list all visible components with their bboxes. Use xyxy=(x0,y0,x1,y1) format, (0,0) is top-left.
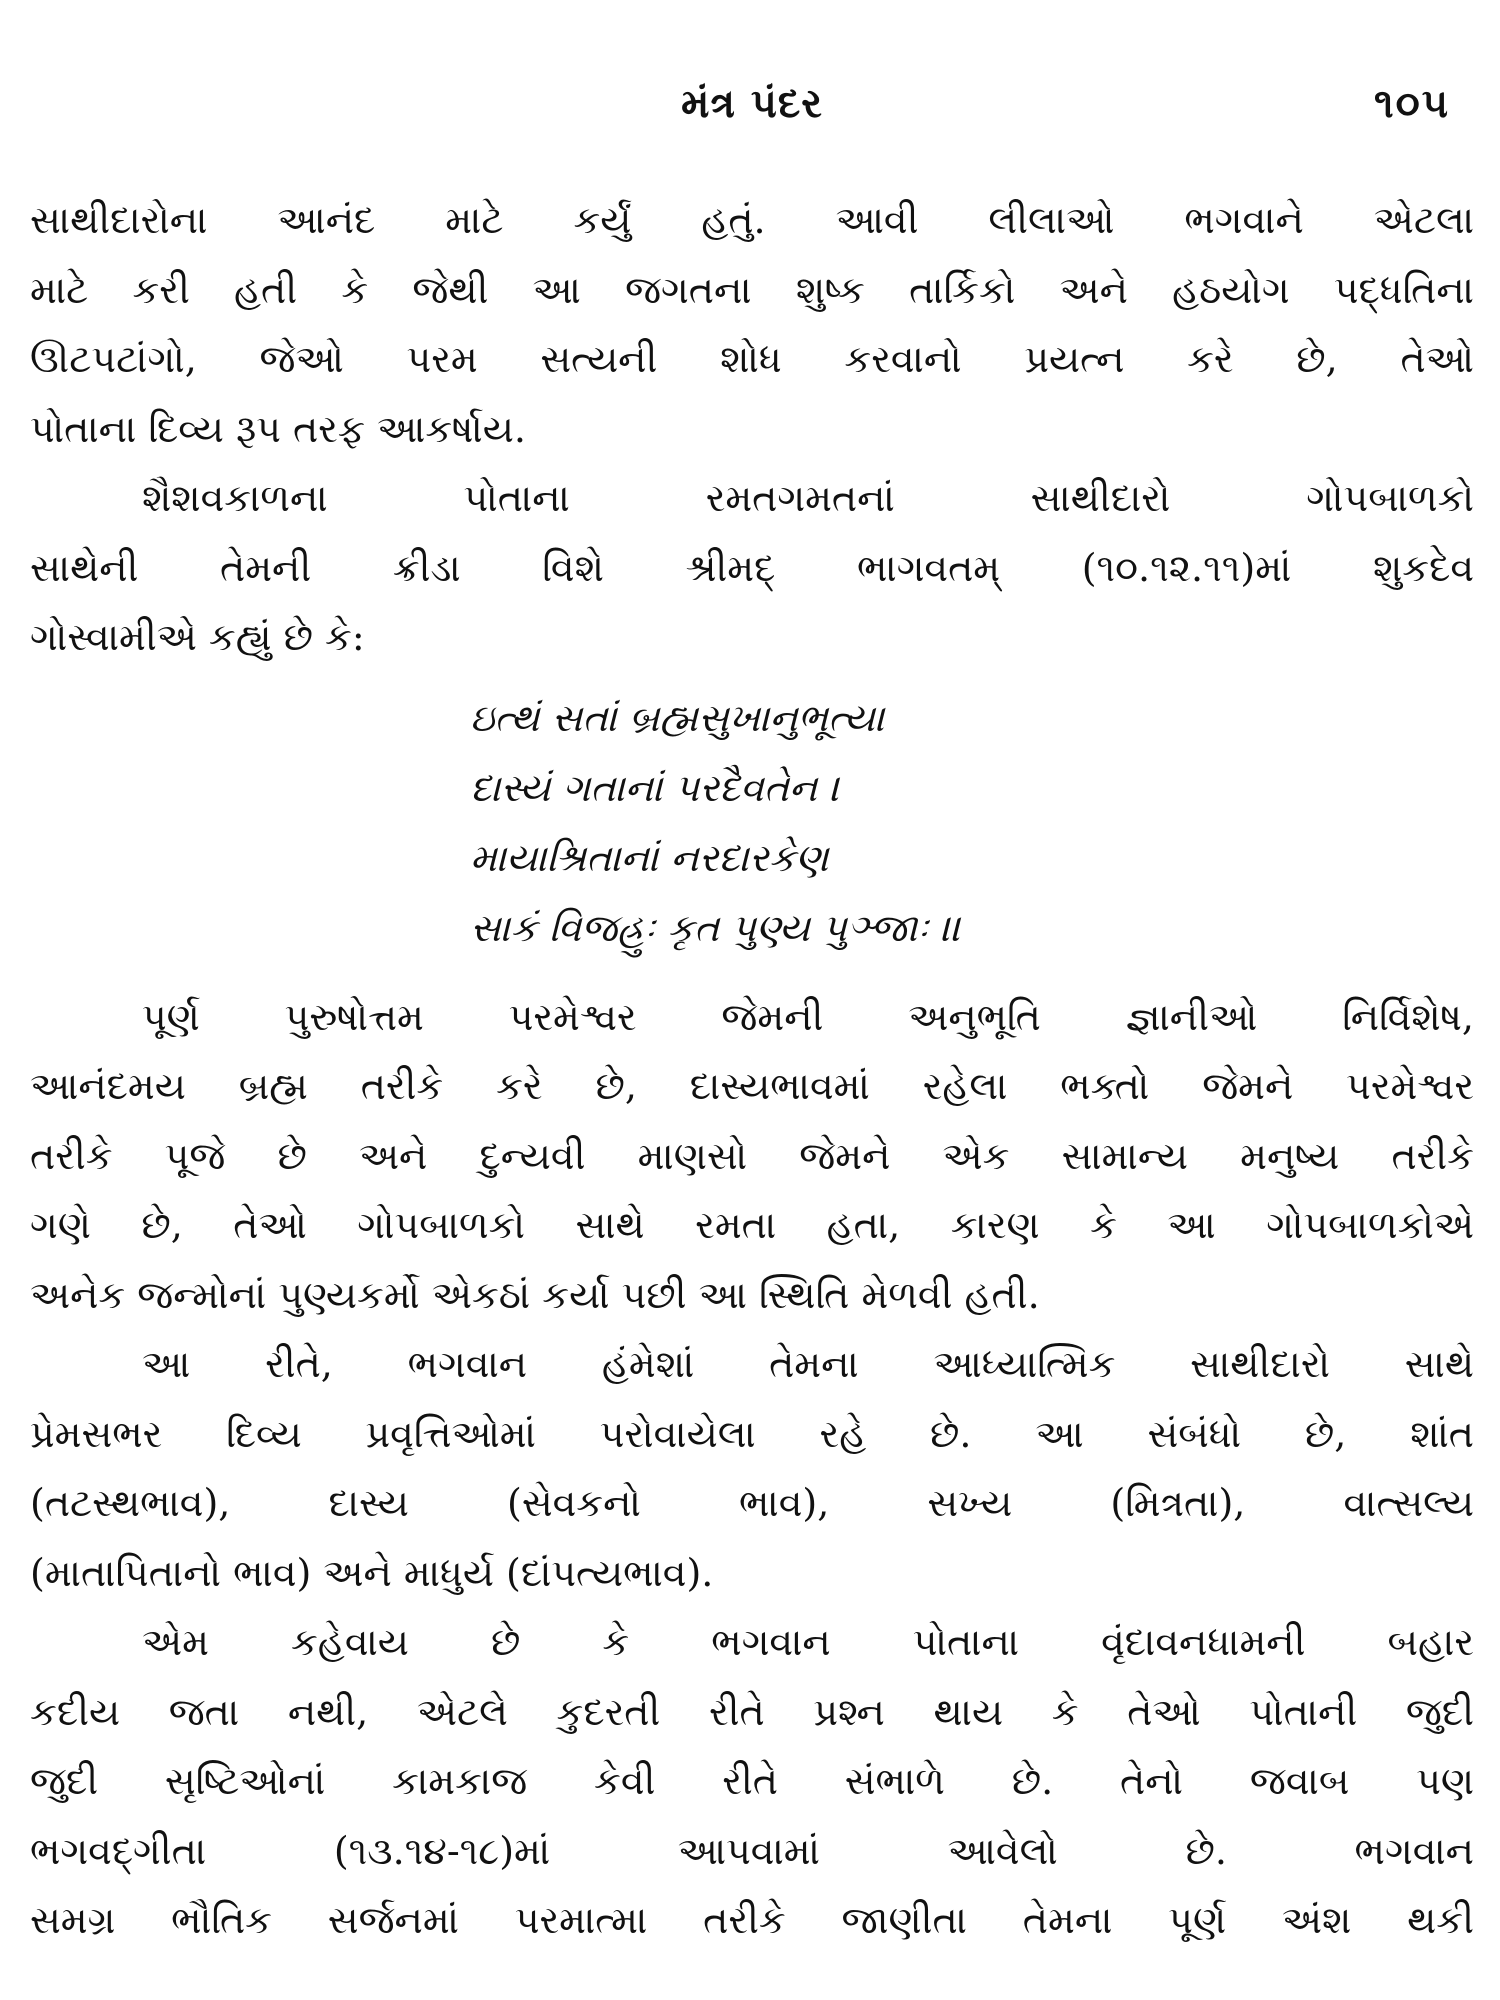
paragraph-5 xyxy=(30,1608,1474,1956)
text-line: કદીય જતા નથી, એટલે કુદરતી રીતે પ્રશ્ન થાય કે તેઓ પોતાની જુદી xyxy=(30,1689,1474,1734)
text-line: એમ કહેવાય છે કે ભગવાન પોતાના વૃંદાવનધામની બહાર xyxy=(142,1620,1474,1664)
page-number: ૧૦૫ xyxy=(1374,80,1450,127)
text-line: ગોસ્વામીએ કહ્યું છે કે: xyxy=(30,615,365,659)
text-line: જુદી સૃષ્ટિઓનાં કામકાજ કેવી રીતે સંભાળે છે. તેનો જવાબ પણ xyxy=(30,1759,1474,1803)
text-line: સાથેની તેમની ક્રીડા વિશે શ્રીમદ્ ભાગવતમ્ (૧૦.૧૨.૧૧)માં શુકદેવ xyxy=(30,545,1474,590)
text-line: પ્રેમસભર દિવ્ય પ્રવૃત્તિઓમાં પરોવાયેલા રહે છે. આ સંબંધો છે, શાંત xyxy=(30,1411,1474,1456)
text-line: (માતાપિતાનો ભાવ) અને માધુર્ય (દાંપત્યભાવ). xyxy=(30,1550,714,1595)
text-line: માટે કરી હતી કે જેથી આ જગતના શુષ્ક તાર્કિકો અને હઠયોગ પદ્ધતિના xyxy=(30,267,1474,312)
text-line: શૈશવકાળના પોતાના રમતગમતનાં સાથીદારો ગોપબાળકો xyxy=(142,476,1474,520)
text-line: પૂર્ણ પુરુષોત્તમ પરમેશ્વર જેમની અનુભૂતિ જ્ઞાનીઓ નિર્વિશેષ, xyxy=(142,994,1474,1039)
paragraph-3 xyxy=(30,983,1474,1331)
text-line: (તટસ્થભાવ), દાસ્ય (સેવકનો ભાવ), સખ્ય (મિત્રતા), વાત્સલ્ય xyxy=(30,1481,1474,1525)
text-line: સમગ્ર ભૌતિક સર્જનમાં પરમાત્મા તરીકે જાણીતા તેમના પૂર્ણ અંશ થકી xyxy=(30,1898,1474,1942)
running-title: મંત્ર પંદર xyxy=(681,80,823,127)
text-line: આનંદમય બ્રહ્મ તરીકે કરે છે, દાસ્યભાવમાં રહેલા ભક્તો જેમને પરમેશ્વર xyxy=(30,1064,1474,1108)
text-line: ઊટપટાંગો, જેઓ પરમ સત્યની શોધ કરવાનો પ્રયત્ન કરે છે, તેઓ xyxy=(30,337,1474,381)
paragraph-4 xyxy=(30,1330,1474,1608)
sanskrit-verse xyxy=(30,683,1474,963)
text-line: અનેક જન્મોનાં પુણ્યકર્મો એકઠાં કર્યા પછી આ સ્થિતિ મેળવી હતી. xyxy=(30,1272,1040,1317)
text-line: ગણે છે, તેઓ ગોપબાળકો સાથે રમતા હતા, કારણ કે આ ગોપબાળકોએ xyxy=(30,1203,1474,1247)
verse-line: ઇત્થં સતાં બ્રહ્મસુખાનુભૂત્યા xyxy=(470,695,885,740)
text-line: આ રીતે, ભગવાન હંમેશાં તેમના આધ્યાત્મિક સાથીદારો સાથે xyxy=(142,1342,1474,1386)
verse-line: માયાશ્રિતાનાં નરદારકેણ xyxy=(470,835,829,880)
body-text xyxy=(30,186,1474,1956)
verse-line: દાસ્યં ગતાનાં પરદૈવતેન । xyxy=(470,765,840,810)
verse-line: સાકં વિજહ્રુઃ કૃત પુણ્ય પુઞ્જાઃ ।। xyxy=(470,905,961,950)
text-line: ભગવદ્ગીતા (૧૩.૧૪-૧૮)માં આપવામાં આવેલો છે. ભગવાન xyxy=(30,1828,1474,1873)
text-line: તરીકે પૂજે છે અને દુન્યવી માણસો જેમને એક સામાન્ય મનુષ્ય તરીકે xyxy=(30,1133,1474,1178)
page-header xyxy=(30,80,1474,150)
paragraph-2 xyxy=(30,464,1474,673)
text-line: પોતાના દિવ્ય રૂપ તરફ આકર્ષાય. xyxy=(30,406,526,451)
text-line: સાથીદારોના આનંદ માટે કર્યું હતું. આવી લીલાઓ ભગવાને એટલા xyxy=(30,198,1474,242)
paragraph-1 xyxy=(30,186,1474,464)
